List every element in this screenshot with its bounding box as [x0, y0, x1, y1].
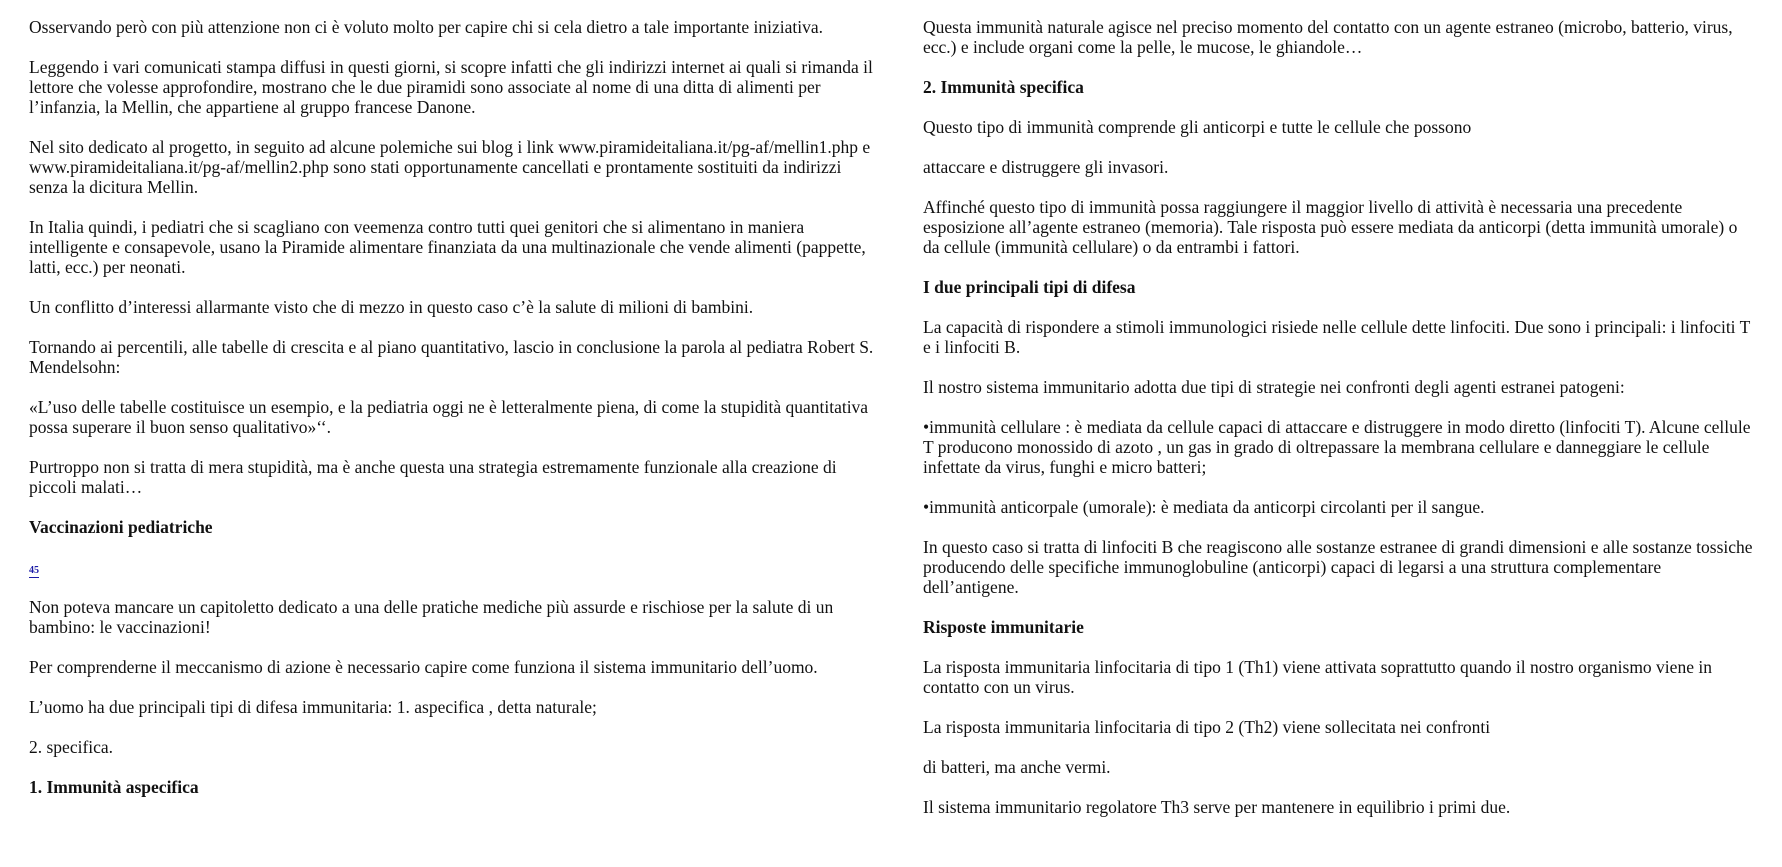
paragraph: La capacità di rispondere a stimoli immunologici risiede nelle cellule dette linfociti. Due sono i principali: i linfociti T e i linfociti B. [923, 317, 1750, 357]
bullet-paragraph: •immunità cellulare : è mediata da cellule capaci di attaccare e distruggere in modo diretto (linfociti T). Alcune cellule T producono monossido di azoto , un gas in grado di oltrepassare la membrana cellulare e danneggiare le cellule infettate da virus, funghi e micro batteri; [923, 417, 1751, 477]
footnote-link[interactable]: 45 [29, 565, 39, 576]
paragraph: Leggendo i vari comunicati stampa diffusi in questi giorni, si scopre infatti che gli indirizzi internet ai quali si rimanda il lettore che volesse approfondire, mostrano che le due piramidi sono associate al nome di una ditta di alimenti per l’infanzia, la Mellin, che appartiene al gruppo francese Danone. [29, 57, 873, 117]
paragraph: In questo caso si tratta di linfociti B che reagiscono alle sostanze estranee di grandi dimensioni e alle sostanze tossiche producendo delle specifiche immunoglobuline (anticorpi) capaci di legarsi a una struttura complementare dell’antigene. [923, 537, 1753, 597]
paragraph: La risposta immunitaria linfocitaria di tipo 1 (Th1) viene attivata soprattutto quando il nostro organismo viene in contatto con un virus. [923, 657, 1712, 697]
paragraph: 2. specifica. [29, 737, 114, 757]
paragraph: Osservando però con più attenzione non ci è voluto molto per capire chi si cela dietro a tale importante iniziativa. [29, 17, 824, 37]
paragraph: Tornando ai percentili, alle tabelle di crescita e al piano quantitativo, lascio in conclusione la parola al pediatra Robert S. Mendelsohn: [29, 337, 874, 377]
section-heading-tipi-di-difesa: I due principali tipi di difesa [923, 277, 1136, 297]
paragraph: di batteri, ma anche vermi. [923, 757, 1111, 777]
section-heading-vaccinazioni: Vaccinazioni pediatriche [29, 517, 213, 537]
paragraph: Un conflitto d’interessi allarmante visto che di mezzo in questo caso c’è la salute di milioni di bambini. [29, 297, 754, 317]
paragraph: La risposta immunitaria linfocitaria di tipo 2 (Th2) viene sollecitata nei confronti [923, 717, 1491, 737]
paragraph: attaccare e distruggere gli invasori. [923, 157, 1169, 177]
left-column [29, 17, 879, 817]
paragraph: Il nostro sistema immunitario adotta due tipi di strategie nei confronti degli agenti estranei patogeni: [923, 377, 1625, 397]
paragraph: Purtroppo non si tratta di mera stupidità, ma è anche questa una strategia estremamente funzionale alla creazione di piccoli malati… [29, 457, 837, 497]
paragraph: In Italia quindi, i pediatri che si scagliano con veemenza contro tutti quei genitori che si alimentano in maniera intelligente e consapevole, usano la Piramide alimentare finanziata da una multinazionale che vende alimenti (pappette, latti, ecc.) per neonati. [29, 217, 866, 277]
paragraph: Non poteva mancare un capitoletto dedicato a una delle pratiche mediche più assurde e rischiose per la salute di un bambino: le vaccinazioni! [29, 597, 834, 637]
footnote-container [29, 557, 879, 597]
section-heading-immunita-aspecifica: 1. Immunità aspecifica [29, 777, 199, 797]
paragraph: Nel sito dedicato al progetto, in seguito ad alcune polemiche sui blog i link www.piramideitaliana.it/pg-af/mellin1.php e www.piramideitaliana.it/pg-af/mellin2.php sono stati opportunamente cancellati e prontamente sostituiti da indirizzi senza la dicitura Mellin. [29, 137, 871, 197]
paragraph: Il sistema immunitario regolatore Th3 serve per mantenere in equilibrio i primi due. [923, 797, 1511, 817]
paragraph: Per comprenderne il meccanismo di azione è necessario capire come funziona il sistema immunitario dell’uomo. [29, 657, 818, 677]
section-heading-risposte-immunitarie: Risposte immunitarie [923, 617, 1084, 637]
quote-paragraph: «L’uso delle tabelle costituisce un esempio, e la pediatria oggi ne è letteralmente piena, di come la stupidità quantitativa possa superare il buon senso qualitativo»‘‘. [29, 397, 869, 437]
paragraph: Questo tipo di immunità comprende gli anticorpi e tutte le cellule che possono [923, 117, 1472, 137]
right-column [923, 17, 1758, 837]
paragraph: L’uomo ha due principali tipi di difesa immunitaria: 1. aspecifica , detta naturale; [29, 697, 597, 717]
paragraph: Affinché questo tipo di immunità possa raggiungere il maggior livello di attività è necessaria una precedente esposizione all’agente estraneo (memoria). Tale risposta può essere mediata da anticorpi (detta immunità umorale) o da cellule (immunità cellulare) o da entrambi i fattori. [923, 197, 1738, 257]
section-heading-immunita-specifica: 2. Immunità specifica [923, 77, 1084, 97]
bullet-paragraph: •immunità anticorpale (umorale): è mediata da anticorpi circolanti per il sangue. [923, 497, 1485, 517]
paragraph: Questa immunità naturale agisce nel preciso momento del contatto con un agente estraneo (microbo, batterio, virus, ecc.) e include organi come la pelle, le mucose, le ghiandole… [923, 17, 1733, 57]
